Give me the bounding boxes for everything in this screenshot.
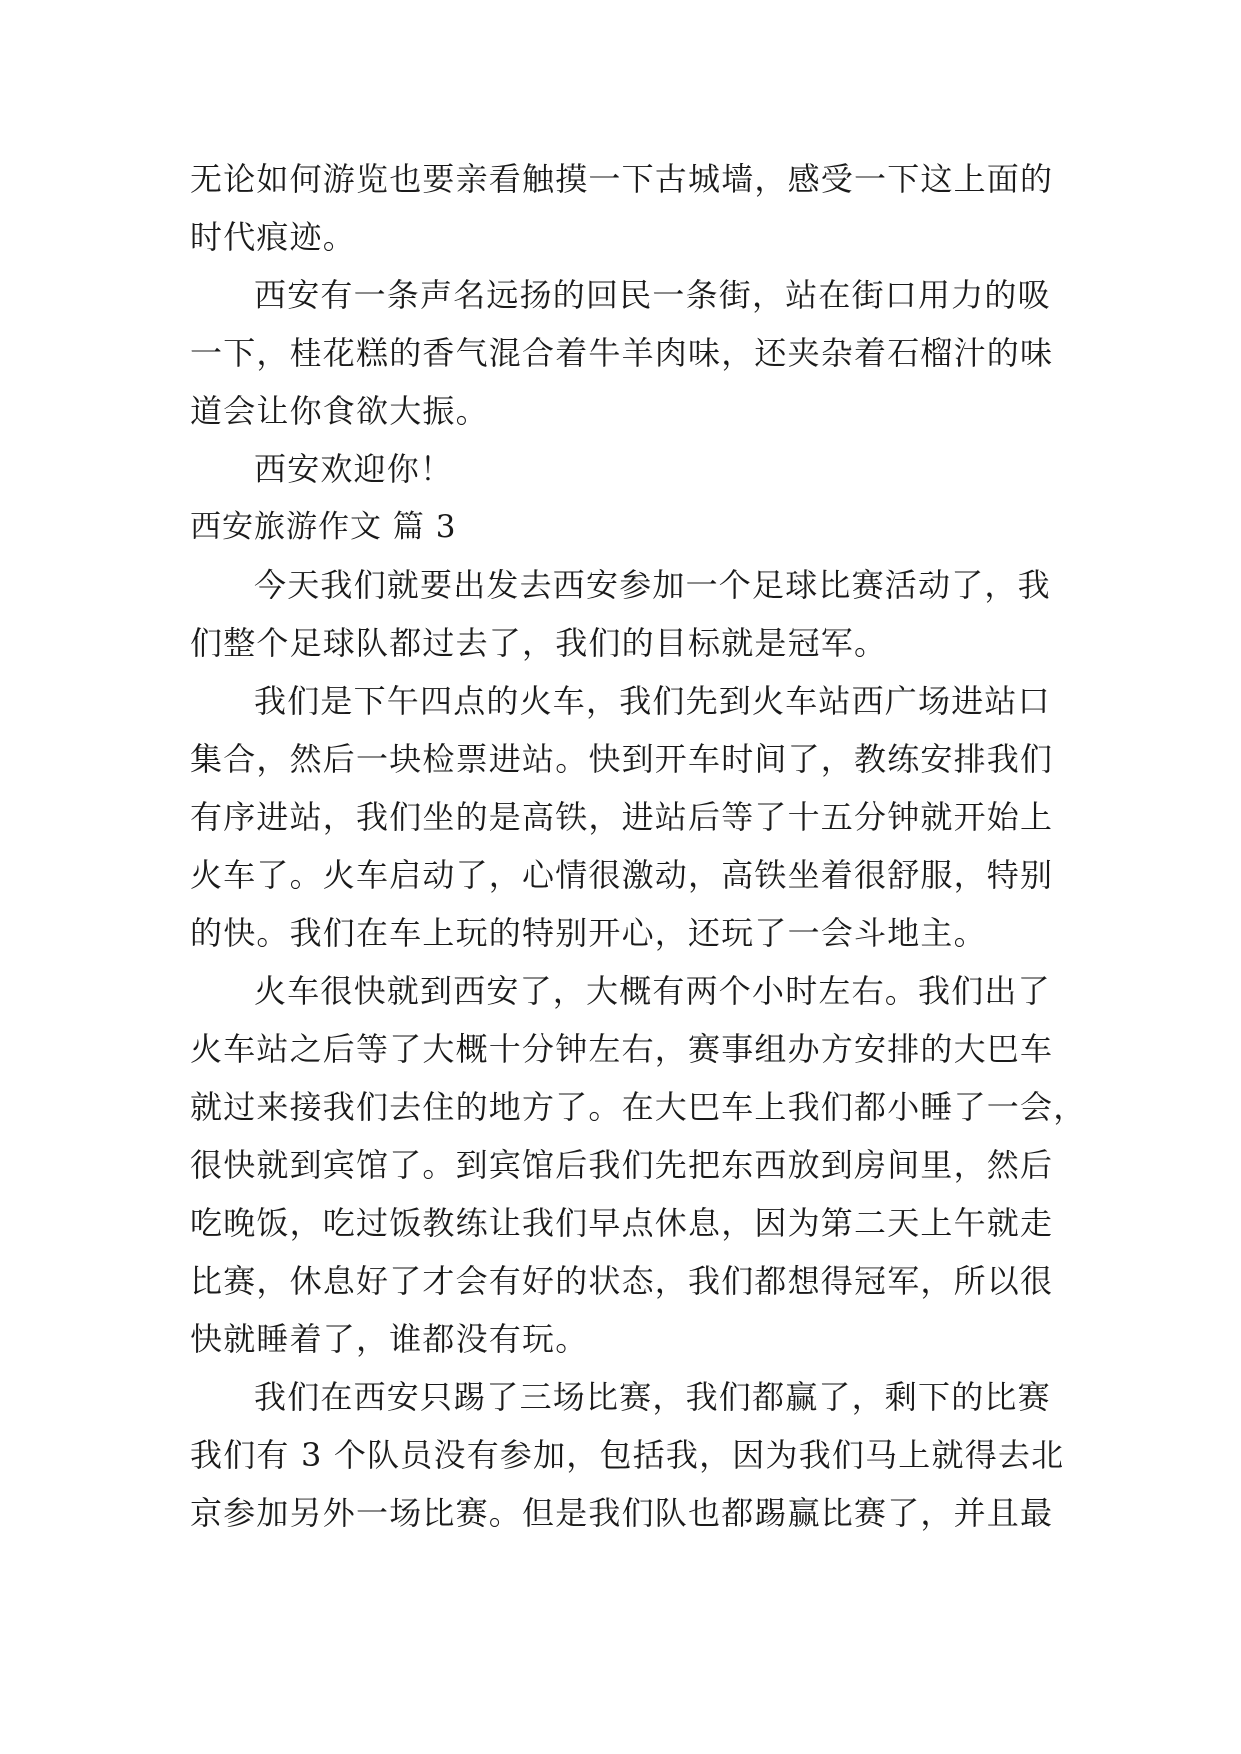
- text-line: 西安欢迎你！: [254, 450, 454, 488]
- text-line: 西安有一条声名远扬的回民一条街，站在街口用力的吸: [254, 276, 1051, 314]
- text-line: 今天我们就要出发去西安参加一个足球比赛活动了，我: [254, 566, 1051, 604]
- paragraph: [190, 266, 1052, 440]
- text-line: 吃晚饭，吃过饭教练让我们早点休息，因为第二天上午就走: [190, 1204, 1054, 1242]
- text-line: 就过来接我们去住的地方了。在大巴车上我们都小睡了一会，: [190, 1088, 1087, 1126]
- text-line: 很快就到宾馆了。到宾馆后我们先把东西放到房间里，然后: [190, 1146, 1054, 1184]
- text-line: 时代痕迹。: [190, 218, 357, 256]
- heading-text: 西安旅游作文 篇 3: [190, 509, 457, 545]
- text-line: 火车很快就到西安了，大概有两个小时左右。我们出了: [254, 972, 1051, 1010]
- text-line: 比赛，休息好了才会有好的状态，我们都想得冠军，所以很: [190, 1262, 1054, 1300]
- paragraph: [190, 150, 1052, 266]
- paragraph: [190, 440, 1052, 498]
- paragraph: [190, 962, 1087, 1368]
- text-line: 火车了。火车启动了，心情很激动，高铁坐着很舒服，特别: [190, 856, 1054, 894]
- section-heading: [190, 498, 1052, 556]
- text-line: 我们是下午四点的火车，我们先到火车站西广场进站口: [254, 682, 1051, 720]
- text-line: 京参加另外一场比赛。但是我们队也都踢赢比赛了，并且最: [190, 1494, 1054, 1532]
- text-line: 的快。我们在车上玩的特别开心，还玩了一会斗地主。: [190, 914, 987, 952]
- paragraph: [190, 672, 1052, 962]
- text-line: 道会让你食欲大振。: [190, 392, 489, 430]
- text-line: 快就睡着了，谁都没有玩。: [190, 1320, 589, 1358]
- text-line: 一下，桂花糕的香气混合着牛羊肉味，还夹杂着石榴汁的味: [190, 334, 1054, 372]
- document-page: [190, 150, 1087, 1542]
- text-line: 我们在西安只踢了三场比赛，我们都赢了，剩下的比赛: [254, 1378, 1051, 1416]
- text-line: 火车站之后等了大概十分钟左右，赛事组办方安排的大巴车: [190, 1030, 1054, 1068]
- text-line: 们整个足球队都过去了，我们的目标就是冠军。: [190, 624, 888, 662]
- paragraph: [190, 556, 1052, 672]
- paragraph: [190, 1368, 1065, 1542]
- text-line: 我们有 3 个队员没有参加，包括我，因为我们马上就得去北: [190, 1436, 1065, 1474]
- text-line: 有序进站，我们坐的是高铁，进站后等了十五分钟就开始上: [190, 798, 1054, 836]
- text-line: 集合，然后一块检票进站。快到开车时间了，教练安排我们: [190, 740, 1054, 778]
- text-line: 无论如何游览也要亲看触摸一下古城墙，感受一下这上面的: [190, 160, 1054, 198]
